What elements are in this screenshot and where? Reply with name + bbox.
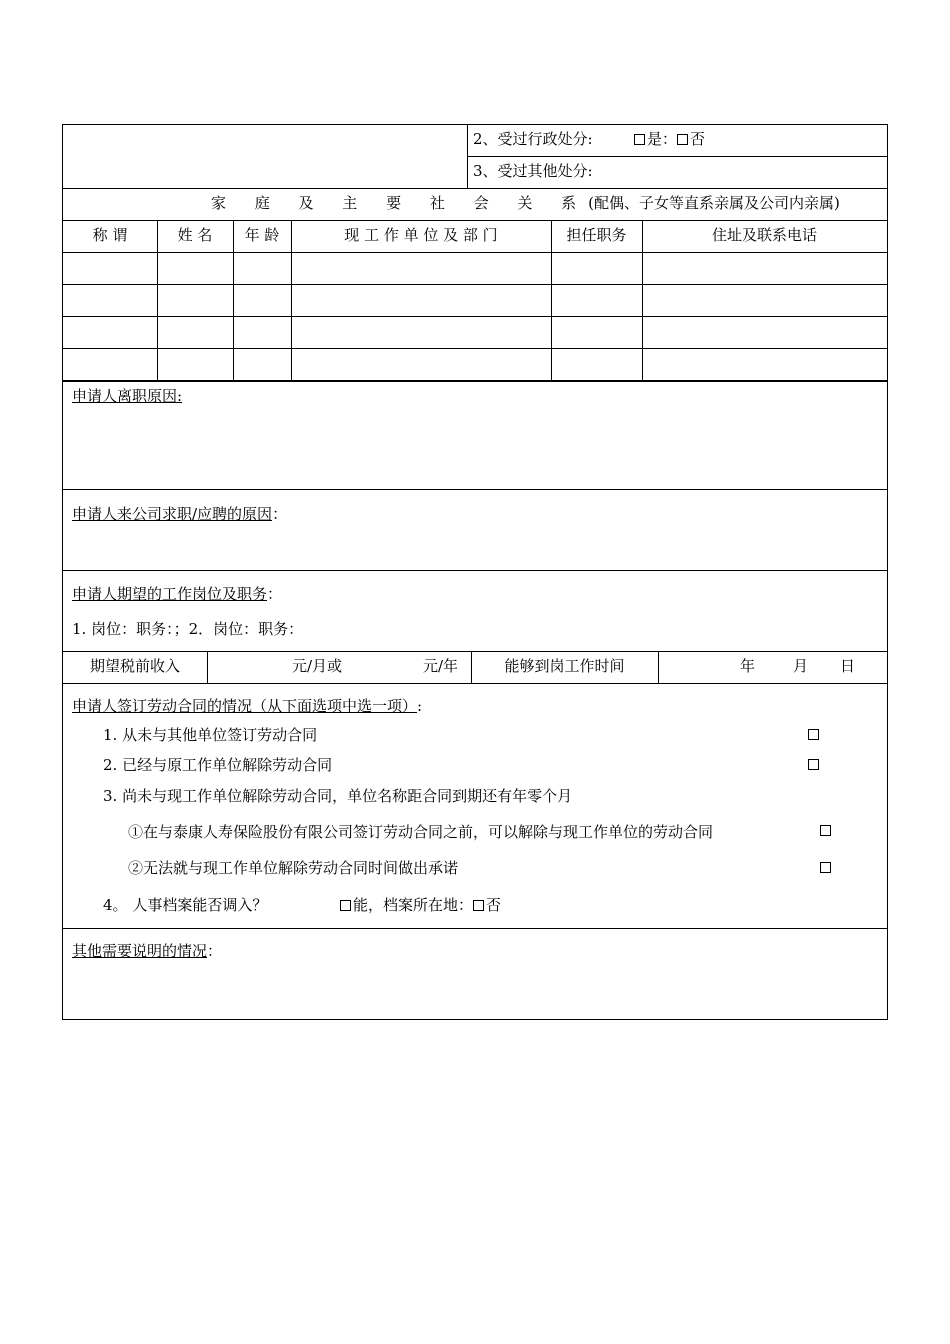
header-name: 姓 名 bbox=[177, 226, 213, 244]
divider bbox=[63, 188, 887, 189]
contract-heading bbox=[72, 696, 422, 716]
divider bbox=[63, 570, 887, 571]
sub-option-1-checkbox[interactable] bbox=[820, 825, 831, 836]
family-title: 家 庭 及 主 要 社 会 关 系 bbox=[211, 194, 589, 212]
colon: ： bbox=[267, 585, 283, 603]
admin-penalty-options bbox=[634, 129, 705, 149]
header-address-phone: 住址及联系电话 bbox=[711, 226, 817, 244]
income-label: 期望税前收入 bbox=[89, 657, 180, 675]
contract-label: 申请人签订劳动合同的情况（从下面选项中选一项） bbox=[72, 697, 418, 715]
no-label: 否 bbox=[690, 130, 706, 148]
header-position: 担任职务 bbox=[566, 226, 627, 244]
apply-reason bbox=[72, 504, 287, 524]
table-row-divider bbox=[63, 348, 887, 349]
family-section-title bbox=[211, 193, 840, 213]
no-checkbox[interactable] bbox=[677, 134, 688, 145]
contract-option-2: 2. 已经与原工作单位解除劳动合同 bbox=[103, 756, 333, 774]
contract-sub-option-1: ①在与泰康人寿保险股份有限公司签订劳动合同之前，可以解除与现工作单位的劳动合同 bbox=[128, 823, 714, 841]
divider bbox=[63, 683, 887, 684]
divider bbox=[63, 651, 887, 652]
option-4-yes-label: 能，档案所在地： bbox=[353, 896, 474, 914]
contract-option-1: 1. 从未与其他单位签订劳动合同 bbox=[103, 726, 318, 744]
other-notes bbox=[72, 941, 222, 961]
apply-reason-label: 申请人来公司求职/应聘的原因 bbox=[72, 505, 273, 523]
divider bbox=[63, 928, 887, 929]
column-divider bbox=[658, 651, 659, 683]
option-4-label: 人事档案能否调入？ bbox=[132, 896, 268, 914]
other-notes-label: 其他需要说明的情况 bbox=[72, 942, 208, 960]
expect-position-line: 1. 岗位：职务：；2．岗位：职务： bbox=[72, 620, 304, 638]
header-age: 年 龄 bbox=[244, 226, 280, 244]
income-month-unit: 元/月或 bbox=[292, 657, 343, 675]
start-date-label: 能够到岗工作时间 bbox=[504, 657, 625, 675]
application-form bbox=[62, 124, 888, 1020]
contract-option-3: 3. 尚未与现工作单位解除劳动合同，单位名称距合同到期还有年零个月 bbox=[103, 787, 573, 805]
admin-penalty-label: 2、受过行政处分: bbox=[473, 130, 593, 148]
family-title-note: (配偶、子女等直系亲属及公司内亲属) bbox=[588, 194, 840, 212]
expect-position bbox=[72, 584, 282, 604]
yes-label: 是： bbox=[647, 130, 678, 148]
contract-option-4 bbox=[103, 895, 267, 915]
leave-reason-label: 申请人离职原因: bbox=[72, 387, 183, 405]
other-penalty-label: 3、受过其他处分: bbox=[473, 162, 593, 180]
divider bbox=[63, 380, 887, 382]
date-day: 日 bbox=[840, 657, 856, 675]
divider bbox=[63, 489, 887, 490]
table-row-divider bbox=[63, 284, 887, 285]
yes-checkbox[interactable] bbox=[634, 134, 645, 145]
table-row-divider bbox=[63, 252, 887, 253]
header-workplace: 现 工 作 单 位 及 部 门 bbox=[344, 226, 498, 244]
divider bbox=[63, 220, 887, 221]
colon: ： bbox=[272, 505, 288, 523]
divider bbox=[467, 156, 887, 157]
option-4-no-label: 否 bbox=[486, 896, 502, 914]
header-relation: 称 谓 bbox=[92, 226, 128, 244]
no-checkbox[interactable] bbox=[473, 900, 484, 911]
option-4-choices bbox=[340, 895, 501, 915]
income-year-unit: 元/年 bbox=[423, 657, 459, 675]
table-row-divider bbox=[63, 316, 887, 317]
date-year: 年 bbox=[740, 657, 756, 675]
colon: : bbox=[417, 697, 423, 715]
contract-sub-option-2: ②无法就与现工作单位解除劳动合同时间做出承诺 bbox=[128, 859, 459, 877]
date-month: 月 bbox=[793, 657, 809, 675]
option-4-number: 4。 bbox=[103, 896, 128, 914]
yes-checkbox[interactable] bbox=[340, 900, 351, 911]
column-divider bbox=[207, 651, 208, 683]
option-2-checkbox[interactable] bbox=[808, 759, 819, 770]
expect-position-label: 申请人期望的工作岗位及职务 bbox=[72, 585, 268, 603]
colon: ： bbox=[207, 942, 223, 960]
option-1-checkbox[interactable] bbox=[808, 729, 819, 740]
sub-option-2-checkbox[interactable] bbox=[820, 862, 831, 873]
